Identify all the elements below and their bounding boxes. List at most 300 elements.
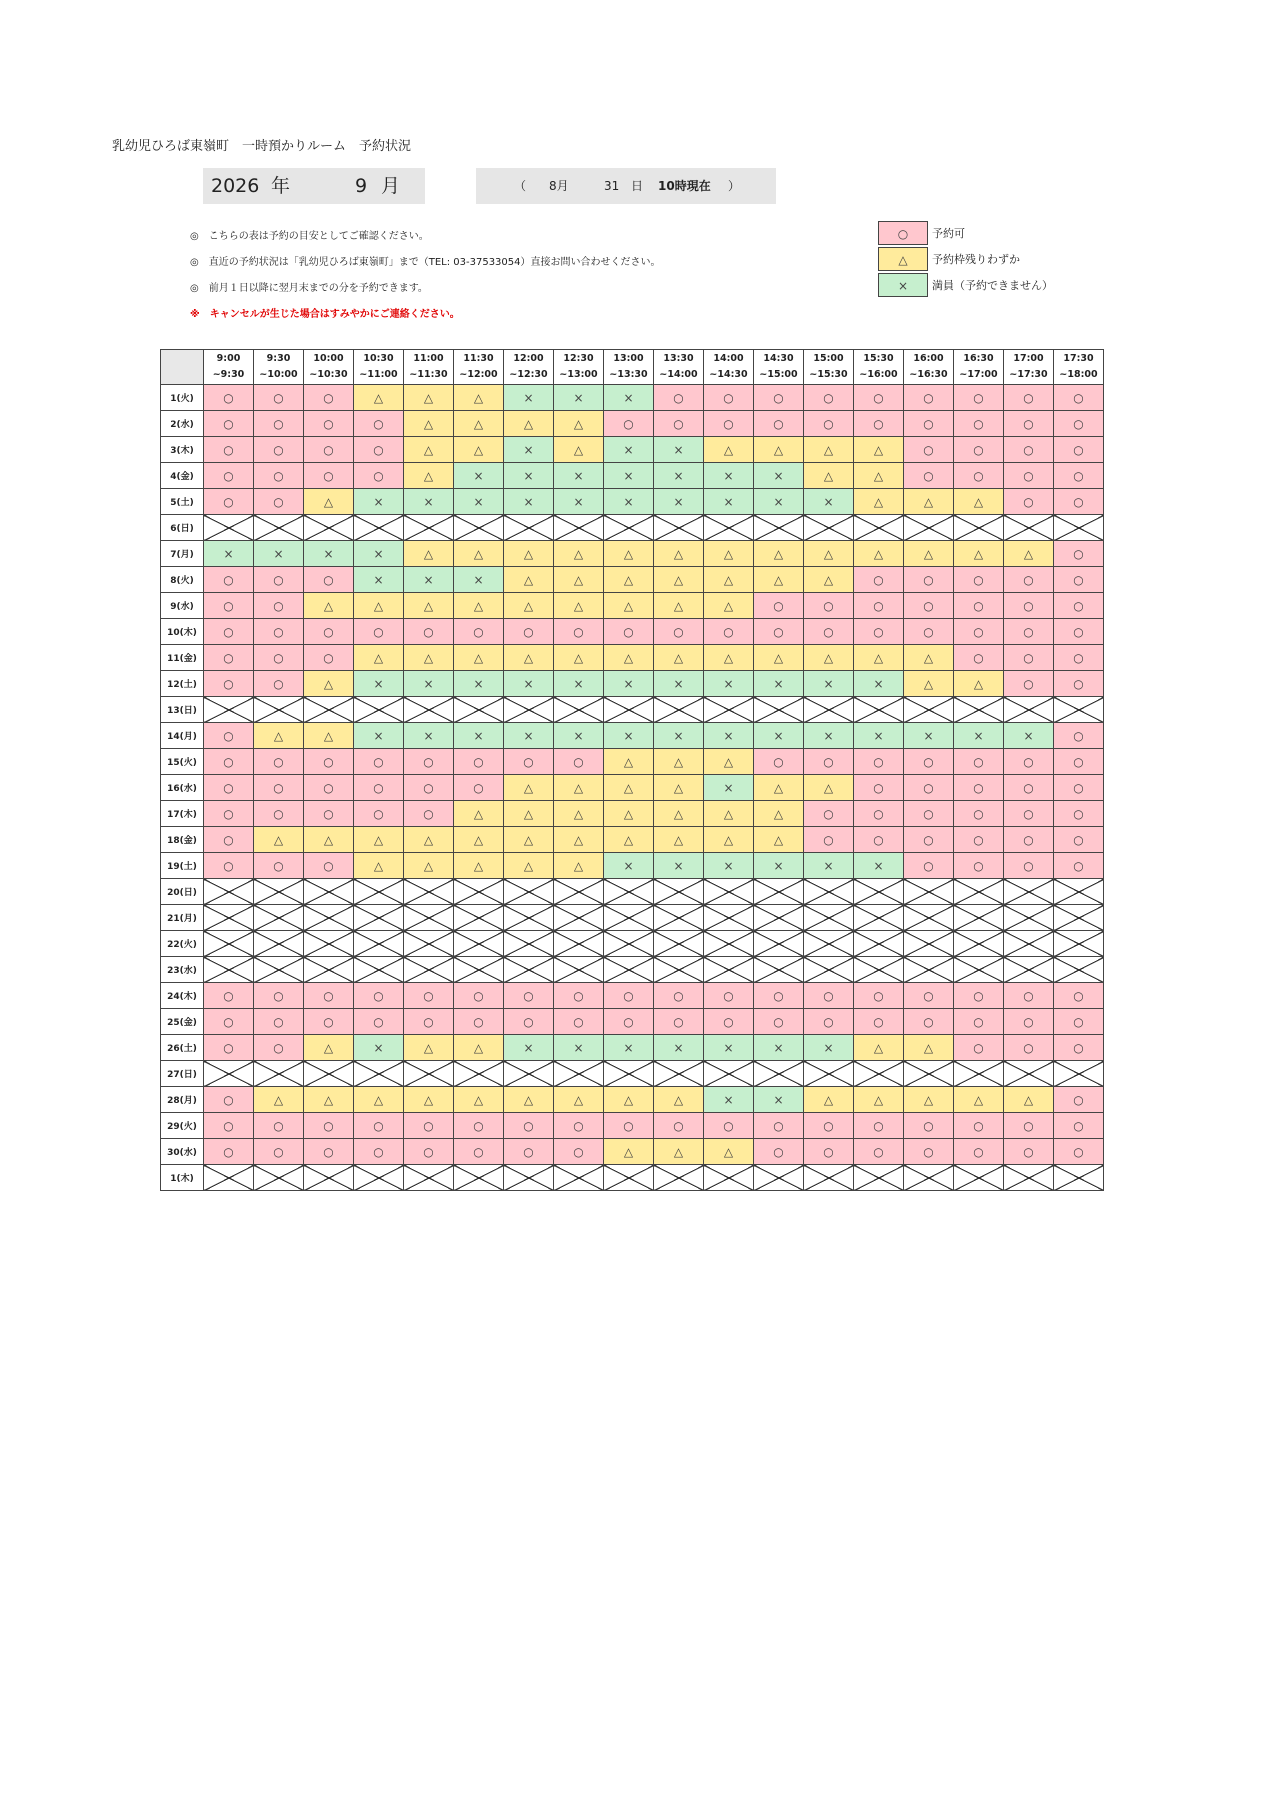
available-cell: ○ [304,385,354,411]
time-slot-end: ~10:00 [259,369,298,380]
available-cell: ○ [454,1009,504,1035]
few-left-cell: △ [504,801,554,827]
closed-cell [304,931,354,957]
available-cell: ○ [954,1035,1004,1061]
full-cell: × [704,1087,754,1113]
full-cell: × [604,671,654,697]
closed-cell [204,697,254,723]
closed-cell [954,1061,1004,1087]
full-cell: × [654,853,704,879]
closed-cell [704,957,754,983]
few-left-cell: △ [504,411,554,437]
time-slot-start: 11:00 [413,353,444,364]
closed-cell [754,1165,804,1191]
table-row [161,775,1104,801]
full-cell: × [654,1035,704,1061]
few-left-cell: △ [404,593,454,619]
available-cell: ○ [804,1139,854,1165]
closed-cell [1004,905,1054,931]
closed-cell [354,1165,404,1191]
time-slot-header [1054,350,1104,385]
available-cell: ○ [904,437,954,463]
closed-cell [254,1061,304,1087]
full-cell: × [754,489,804,515]
available-cell: ○ [404,749,454,775]
few-left-cell: △ [404,1087,454,1113]
available-cell: ○ [504,749,554,775]
available-cell: ○ [254,671,304,697]
time-slot-start: 16:30 [963,353,994,364]
few-left-cell: △ [654,645,704,671]
available-cell: ○ [804,983,854,1009]
available-cell: ○ [854,385,904,411]
day-label: 16(水) [161,775,204,801]
day-label: 6(日) [161,515,204,541]
few-left-cell: △ [504,541,554,567]
time-slot-header [754,350,804,385]
available-cell: ○ [804,1009,854,1035]
closed-cell [704,1061,754,1087]
time-slot-header [254,350,304,385]
closed-cell [704,1165,754,1191]
closed-cell [204,931,254,957]
few-left-cell: △ [304,723,354,749]
available-cell: ○ [204,619,254,645]
full-cell: × [654,437,704,463]
available-cell: ○ [254,411,304,437]
full-cell: × [404,567,454,593]
available-cell: ○ [304,463,354,489]
few-left-cell: △ [604,593,654,619]
note-3: ◎ 前月１日以降に翌月末までの分を予約できます。 [190,283,428,294]
legend-item-available [878,220,1053,246]
available-cell: ○ [654,1009,704,1035]
few-left-cell: △ [904,1035,954,1061]
available-cell: ○ [904,827,954,853]
available-cell: ○ [254,489,304,515]
few-left-cell: △ [754,645,804,671]
time-slot-header [904,350,954,385]
available-cell: ○ [1004,775,1054,801]
few-left-cell: △ [504,645,554,671]
closed-cell [454,515,504,541]
table-row [161,1035,1104,1061]
legend [878,220,1053,298]
available-cell: ○ [1004,983,1054,1009]
closed-cell [204,957,254,983]
available-cell: ○ [1004,567,1054,593]
available-cell: ○ [954,437,1004,463]
available-cell: ○ [254,1113,304,1139]
closed-cell [754,697,804,723]
table-row [161,1165,1104,1191]
available-cell: ○ [1054,1113,1104,1139]
closed-cell [754,931,804,957]
closed-cell [504,515,554,541]
few-left-cell: △ [554,801,604,827]
reservation-table-body [161,385,1104,1191]
available-cell: ○ [254,567,304,593]
available-cell: ○ [254,775,304,801]
available-cell: ○ [904,567,954,593]
day-label: 12(土) [161,671,204,697]
time-slot-end: ~16:00 [859,369,898,380]
few-left-cell: △ [904,645,954,671]
few-left-cell: △ [904,1087,954,1113]
closed-cell [804,905,854,931]
time-slot-end: ~10:30 [309,369,348,380]
available-cell: ○ [304,775,354,801]
available-cell: ○ [204,827,254,853]
legend-swatch-full: × [878,273,928,297]
available-cell: ○ [854,411,904,437]
available-cell: ○ [254,645,304,671]
full-cell: × [454,567,504,593]
closed-cell [904,1061,954,1087]
time-slot-end: ~17:30 [1009,369,1048,380]
available-cell: ○ [354,983,404,1009]
time-slot-start: 12:00 [513,353,544,364]
closed-cell [854,879,904,905]
closed-cell [904,931,954,957]
closed-cell [654,879,704,905]
time-slot-start: 13:30 [663,353,694,364]
few-left-cell: △ [704,593,754,619]
table-row [161,463,1104,489]
available-cell: ○ [404,983,454,1009]
available-cell: ○ [1054,983,1104,1009]
full-cell: × [804,671,854,697]
table-row [161,723,1104,749]
few-left-cell: △ [804,775,854,801]
closed-cell [704,931,754,957]
available-cell: ○ [204,385,254,411]
available-cell: ○ [904,619,954,645]
available-cell: ○ [454,1139,504,1165]
few-left-cell: △ [554,1087,604,1113]
few-left-cell: △ [704,567,754,593]
available-cell: ○ [604,1009,654,1035]
closed-cell [554,931,604,957]
available-cell: ○ [354,801,404,827]
available-cell: ○ [904,983,954,1009]
closed-cell [554,957,604,983]
full-cell: × [804,1035,854,1061]
few-left-cell: △ [954,541,1004,567]
closed-cell [654,905,704,931]
full-cell: × [304,541,354,567]
full-cell: × [404,723,454,749]
day-label: 14(月) [161,723,204,749]
available-cell: ○ [1054,723,1104,749]
available-cell: ○ [254,749,304,775]
available-cell: ○ [204,463,254,489]
full-cell: × [954,723,1004,749]
available-cell: ○ [454,749,504,775]
closed-cell [304,1061,354,1087]
few-left-cell: △ [554,827,604,853]
available-cell: ○ [554,983,604,1009]
few-left-cell: △ [404,645,454,671]
available-cell: ○ [204,749,254,775]
available-cell: ○ [354,749,404,775]
table-row [161,619,1104,645]
full-cell: × [454,463,504,489]
closed-cell [304,957,354,983]
closed-cell [954,515,1004,541]
few-left-cell: △ [604,1087,654,1113]
available-cell: ○ [1054,645,1104,671]
available-cell: ○ [204,723,254,749]
table-row [161,567,1104,593]
full-cell: × [704,775,754,801]
full-cell: × [754,671,804,697]
few-left-cell: △ [504,775,554,801]
available-cell: ○ [654,983,704,1009]
time-slot-header [654,350,704,385]
time-slot-start: 15:00 [813,353,844,364]
available-cell: ○ [354,411,404,437]
available-cell: ○ [854,775,904,801]
few-left-cell: △ [454,853,504,879]
available-cell: ○ [854,567,904,593]
available-cell: ○ [204,801,254,827]
available-cell: ○ [254,983,304,1009]
closed-cell [404,697,454,723]
time-slot-end: ~12:30 [509,369,548,380]
available-cell: ○ [854,983,904,1009]
closed-cell [204,1061,254,1087]
time-slot-header [554,350,604,385]
available-cell: ○ [204,1139,254,1165]
available-cell: ○ [1004,827,1054,853]
closed-cell [404,957,454,983]
day-label: 29(火) [161,1113,204,1139]
full-cell: × [554,385,604,411]
time-slot-start: 11:30 [463,353,494,364]
full-cell: × [554,463,604,489]
closed-cell [854,931,904,957]
full-cell: × [704,489,754,515]
full-cell: × [504,385,554,411]
time-slot-end: ~15:00 [759,369,798,380]
available-cell: ○ [1054,619,1104,645]
closed-cell [504,905,554,931]
available-cell: ○ [854,593,904,619]
few-left-cell: △ [904,541,954,567]
closed-cell [1004,931,1054,957]
time-slot-start: 14:30 [763,353,794,364]
time-slot-header [704,350,754,385]
few-left-cell: △ [804,437,854,463]
available-cell: ○ [1004,1113,1054,1139]
few-left-cell: △ [704,645,754,671]
full-cell: × [204,541,254,567]
time-slot-start: 12:30 [563,353,594,364]
closed-cell [1054,905,1104,931]
closed-cell [554,879,604,905]
legend-item-full [878,272,1053,298]
closed-cell [854,1061,904,1087]
closed-cell [704,905,754,931]
closed-cell [204,1165,254,1191]
available-cell: ○ [954,463,1004,489]
available-cell: ○ [854,749,904,775]
closed-cell [604,931,654,957]
full-cell: × [654,671,704,697]
few-left-cell: △ [354,1087,404,1113]
available-cell: ○ [204,983,254,1009]
available-cell: ○ [954,827,1004,853]
day-label: 30(水) [161,1139,204,1165]
closed-cell [854,957,904,983]
closed-cell [1054,1165,1104,1191]
available-cell: ○ [704,411,754,437]
few-left-cell: △ [554,593,604,619]
available-cell: ○ [204,1035,254,1061]
closed-cell [254,1165,304,1191]
few-left-cell: △ [654,593,704,619]
full-cell: × [354,541,404,567]
available-cell: ○ [354,619,404,645]
available-cell: ○ [954,775,1004,801]
available-cell: ○ [1054,749,1104,775]
available-cell: ○ [1004,463,1054,489]
available-cell: ○ [904,775,954,801]
table-row [161,827,1104,853]
day-label: 8(火) [161,567,204,593]
few-left-cell: △ [704,749,754,775]
few-left-cell: △ [854,437,904,463]
available-cell: ○ [1054,411,1104,437]
available-cell: ○ [754,1139,804,1165]
available-cell: ○ [254,437,304,463]
few-left-cell: △ [854,1035,904,1061]
table-row [161,541,1104,567]
available-cell: ○ [954,1009,1004,1035]
closed-cell [504,931,554,957]
available-cell: ○ [1054,1035,1104,1061]
available-cell: ○ [404,619,454,645]
table-row [161,905,1104,931]
available-cell: ○ [754,983,804,1009]
time-slot-end: ~14:00 [659,369,698,380]
note-1: ◎ こちらの表は予約の目安としてご確認ください。 [190,231,429,242]
available-cell: ○ [904,1113,954,1139]
available-cell: ○ [1054,1139,1104,1165]
day-label: 20(日) [161,879,204,905]
available-cell: ○ [304,437,354,463]
available-cell: ○ [504,1113,554,1139]
closed-cell [354,697,404,723]
few-left-cell: △ [504,827,554,853]
available-cell: ○ [1004,1035,1054,1061]
few-left-cell: △ [454,385,504,411]
closed-cell [354,905,404,931]
closed-cell [654,931,704,957]
closed-cell [854,1165,904,1191]
available-cell: ○ [604,411,654,437]
few-left-cell: △ [704,1139,754,1165]
day-label: 26(土) [161,1035,204,1061]
available-cell: ○ [204,1009,254,1035]
full-cell: × [704,671,754,697]
closed-cell [354,931,404,957]
day-label: 13(日) [161,697,204,723]
full-cell: × [604,1035,654,1061]
full-cell: × [554,671,604,697]
few-left-cell: △ [604,645,654,671]
available-cell: ○ [204,567,254,593]
time-slot-start: 15:30 [863,353,894,364]
table-row [161,1087,1104,1113]
few-left-cell: △ [954,489,1004,515]
available-cell: ○ [554,1113,604,1139]
available-cell: ○ [1004,645,1054,671]
available-cell: ○ [904,411,954,437]
day-label: 11(金) [161,645,204,671]
status-close-paren: ） [728,179,741,193]
table-row [161,1139,1104,1165]
available-cell: ○ [454,983,504,1009]
full-cell: × [754,723,804,749]
available-cell: ○ [904,385,954,411]
few-left-cell: △ [354,645,404,671]
closed-cell [854,905,904,931]
table-row [161,983,1104,1009]
few-left-cell: △ [804,463,854,489]
full-cell: × [904,723,954,749]
available-cell: ○ [604,983,654,1009]
closed-cell [1054,879,1104,905]
few-left-cell: △ [304,827,354,853]
day-label: 18(金) [161,827,204,853]
available-cell: ○ [704,1113,754,1139]
full-cell: × [804,723,854,749]
legend-swatch-available: ○ [878,221,928,245]
closed-cell [554,515,604,541]
available-cell: ○ [754,385,804,411]
table-corner [161,350,204,385]
available-cell: ○ [404,775,454,801]
closed-cell [954,931,1004,957]
closed-cell [304,1165,354,1191]
full-cell: × [504,463,554,489]
closed-cell [504,879,554,905]
closed-cell [304,905,354,931]
time-slot-header [454,350,504,385]
few-left-cell: △ [1004,1087,1054,1113]
few-left-cell: △ [804,645,854,671]
closed-cell [654,1165,704,1191]
full-cell: × [354,723,404,749]
closed-cell [354,1061,404,1087]
few-left-cell: △ [404,541,454,567]
few-left-cell: △ [454,801,504,827]
closed-cell [654,1061,704,1087]
few-left-cell: △ [954,1087,1004,1113]
available-cell: ○ [1054,801,1104,827]
full-cell: × [804,489,854,515]
closed-cell [354,957,404,983]
table-row [161,411,1104,437]
available-cell: ○ [904,1139,954,1165]
closed-cell [954,879,1004,905]
full-cell: × [854,671,904,697]
few-left-cell: △ [604,541,654,567]
table-row [161,957,1104,983]
day-label: 27(日) [161,1061,204,1087]
